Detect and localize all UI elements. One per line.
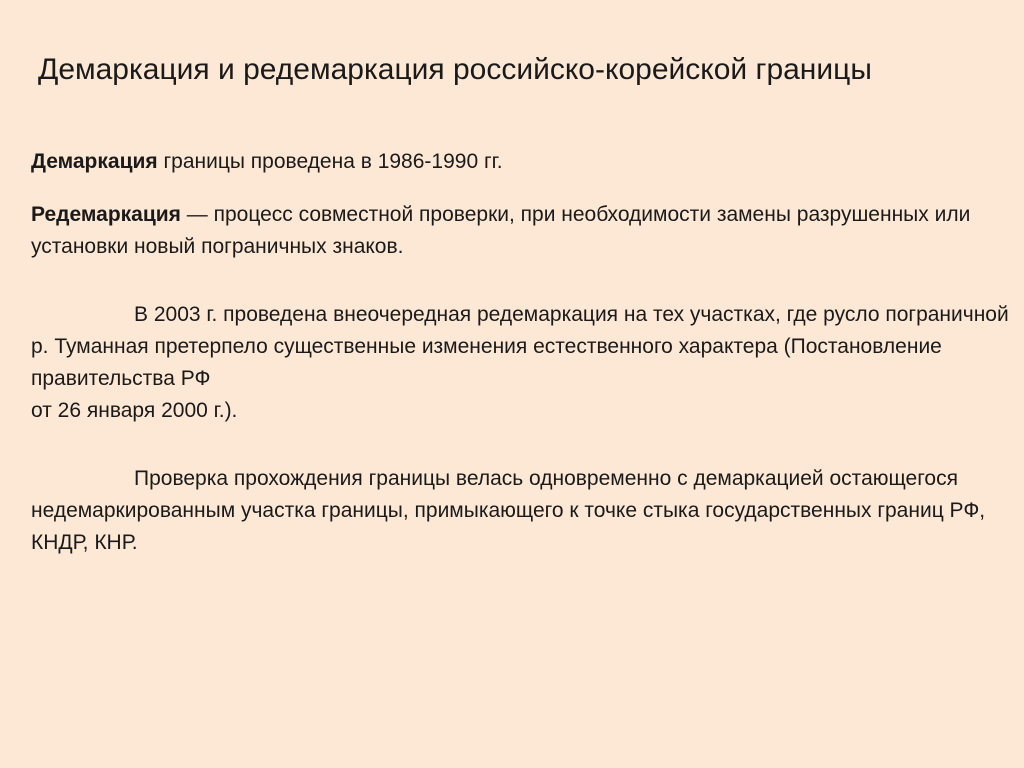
paragraph-redemarcation (31, 199, 1016, 263)
redemarcation-text: — процесс совместной проверки, при необходимости замены разрушенных или установки новый пограничных знаков. (31, 203, 971, 258)
slide-title: Демаркация и редемаркация российско-корейской границы (38, 53, 872, 86)
spacer (31, 427, 1016, 463)
term-demarcation: Демаркация (31, 150, 158, 173)
paragraph-demarcation (31, 146, 1016, 178)
term-redemarcation: Редемаркация (31, 203, 181, 226)
paragraph-2003-date: от 26 января 2000 г.). (31, 399, 238, 422)
spacer (31, 178, 1016, 199)
demarcation-text: границы проведена в 1986-1990 гг. (157, 150, 503, 173)
paragraph-check: Проверка прохождения границы велась одновременно с демаркацией остающегося недемаркированным участка границы, примыкающего к точке стыка государственных границ РФ, КНДР, КНР. (31, 467, 986, 554)
paragraph-2003: В 2003 г. проведена внеочередная редемаркация на тех участках, где русло пограничной р. Туманная претерпело существенные изменения естественного характера (Постановление правительства РФ (31, 303, 1009, 390)
slide-content (31, 146, 1016, 559)
spacer (31, 263, 1016, 299)
